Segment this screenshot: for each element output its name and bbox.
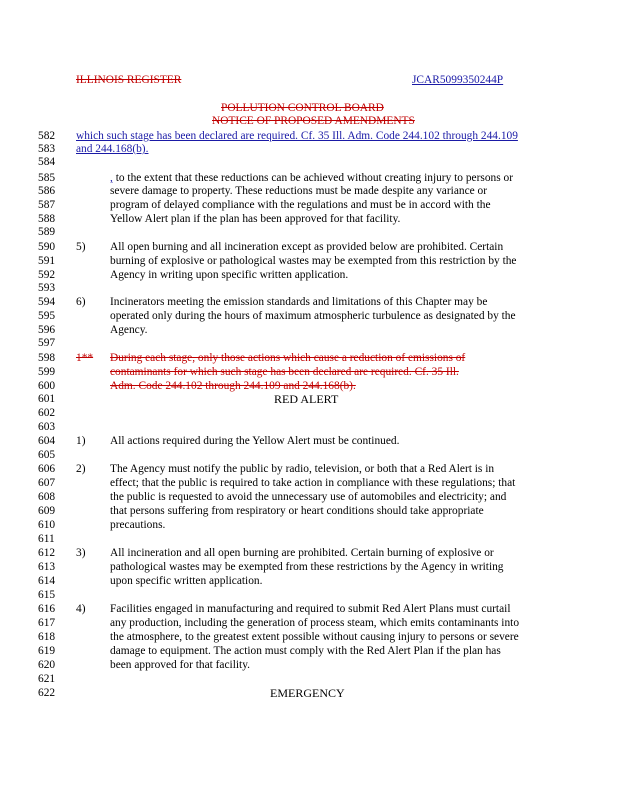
paragraph-line: severe damage to property. These reductions must be made despite any variance or (110, 185, 488, 197)
paragraph-line: Incinerators meeting the emission standards and limitations of this Chapter may be (110, 296, 488, 308)
line-number: 587 (38, 199, 56, 211)
line-number: 585 (38, 172, 56, 184)
item-marker: 1) (76, 435, 86, 447)
paragraph-line: damage to equipment. The action must comply with the Red Alert Plan if the plan has (110, 645, 501, 657)
line-number: 591 (38, 255, 56, 267)
notice-title: NOTICE OF PROPOSED AMENDMENTS (212, 115, 415, 127)
paragraph-line: burning of explosive or pathological wastes may be exempted from this restriction by the (110, 255, 517, 267)
line-number: 598 (38, 352, 56, 364)
item-marker: 6) (76, 296, 86, 308)
line-number: 602 (38, 407, 56, 419)
line-number: 613 (38, 561, 56, 573)
line-number: 594 (38, 296, 56, 308)
line-number: 614 (38, 575, 56, 587)
item-marker: 3) (76, 547, 86, 559)
line-number: 608 (38, 491, 56, 503)
line-number: 616 (38, 603, 56, 615)
line-number: 596 (38, 324, 56, 336)
paragraph-line: operated only during the hours of maximum atmospheric turbulence as designated by the (110, 310, 516, 322)
deleted-text-line: During each stage, only those actions which cause a reduction of emissions of (110, 352, 466, 364)
paragraph-text: to the extent that these reductions can be achieved without creating injury to persons or (112, 172, 513, 184)
line-number: 615 (38, 589, 56, 601)
board-name: POLLUTION CONTROL BOARD (221, 102, 384, 114)
line-number: 605 (38, 449, 56, 461)
paragraph-line: All incineration and all open burning are prohibited. Certain burning of explosive or (110, 547, 494, 559)
line-number: 582 (38, 130, 56, 142)
line-number: 603 (38, 421, 56, 433)
line-number: 590 (38, 241, 56, 253)
paragraph-line: All actions required during the Yellow Alert must be continued. (110, 435, 400, 447)
deleted-text-line: Adm. Code 244.102 through 244.109 and 244.168(b). (110, 380, 356, 392)
paragraph-line: program of delayed compliance with the regulations and must be in accord with the (110, 199, 491, 211)
paragraph-line: Agency in writing upon specific written application. (110, 269, 349, 281)
line-number: 600 (38, 380, 56, 392)
emergency-heading: EMERGENCY (270, 686, 345, 700)
paragraph-line: Agency. (110, 324, 148, 336)
deleted-marker: 1** (76, 352, 94, 364)
line-number: 599 (38, 366, 56, 378)
line-number: 586 (38, 185, 56, 197)
item-marker: 5) (76, 241, 86, 253)
paragraph-line: The Agency must notify the public by radio, television, or both that a Red Alert is in (110, 463, 495, 475)
jcar-code: JCAR5099350244P (412, 74, 504, 86)
line-number: 595 (38, 310, 56, 322)
paragraph-line (110, 172, 513, 185)
line-number: 612 (38, 547, 56, 559)
line-number: 610 (38, 519, 56, 531)
paragraph-line: effect; that the public is required to take action in compliance with these regulations; that (110, 477, 516, 489)
line-number: 597 (38, 337, 56, 349)
inserted-text-line: and 244.168(b). (76, 143, 149, 155)
inserted-comma: , (110, 172, 113, 184)
paragraph-line: precautions. (110, 519, 166, 531)
line-number: 617 (38, 617, 56, 629)
line-number: 611 (38, 533, 55, 545)
paragraph-line: upon specific written application. (110, 575, 263, 587)
line-number: 619 (38, 645, 56, 657)
line-number: 620 (38, 659, 56, 671)
line-number: 584 (38, 156, 56, 168)
line-number: 588 (38, 213, 56, 225)
paragraph-line: pathological wastes may be exempted from these restrictions by the Agency in writing (110, 561, 504, 573)
line-number: 618 (38, 631, 56, 643)
item-marker: 2) (76, 463, 86, 475)
paragraph-line: any production, including the generation of process steam, which emits contaminants into (110, 617, 520, 629)
paragraph-line: the atmosphere, to the greatest extent possible without causing injury to persons or severe (110, 631, 519, 643)
line-number: 622 (38, 687, 56, 699)
paragraph-line: Yellow Alert plan if the plan has been approved for that facility. (110, 213, 401, 225)
red-alert-heading: RED ALERT (274, 392, 339, 406)
register-title: ILLINOIS REGISTER (76, 74, 182, 86)
line-number: 604 (38, 435, 56, 447)
line-number: 621 (38, 673, 56, 685)
line-number: 607 (38, 477, 56, 489)
line-number: 589 (38, 226, 56, 238)
item-marker: 4) (76, 603, 86, 615)
paragraph-line: Facilities engaged in manufacturing and required to submit Red Alert Plans must curtail (110, 603, 511, 615)
line-number: 583 (38, 143, 56, 155)
paragraph-line: the public is requested to avoid the unnecessary use of automobiles and electricity; and (110, 491, 507, 503)
paragraph-line: that persons suffering from respiratory or heart conditions should take appropriate (110, 505, 484, 517)
inserted-text-line: which such stage has been declared are required. Cf. 35 Ill. Adm. Code 244.102 through 244.109 (76, 130, 518, 142)
paragraph-line: been approved for that facility. (110, 659, 251, 671)
paragraph-line: All open burning and all incineration except as provided below are prohibited. Certain (110, 241, 504, 253)
line-number: 601 (38, 393, 56, 405)
deleted-text-line: contaminants for which such stage has been declared are required. Cf. 35 Ill. (110, 366, 459, 378)
line-number: 606 (38, 463, 56, 475)
line-number: 592 (38, 269, 56, 281)
line-number: 593 (38, 282, 56, 294)
line-number: 609 (38, 505, 56, 517)
